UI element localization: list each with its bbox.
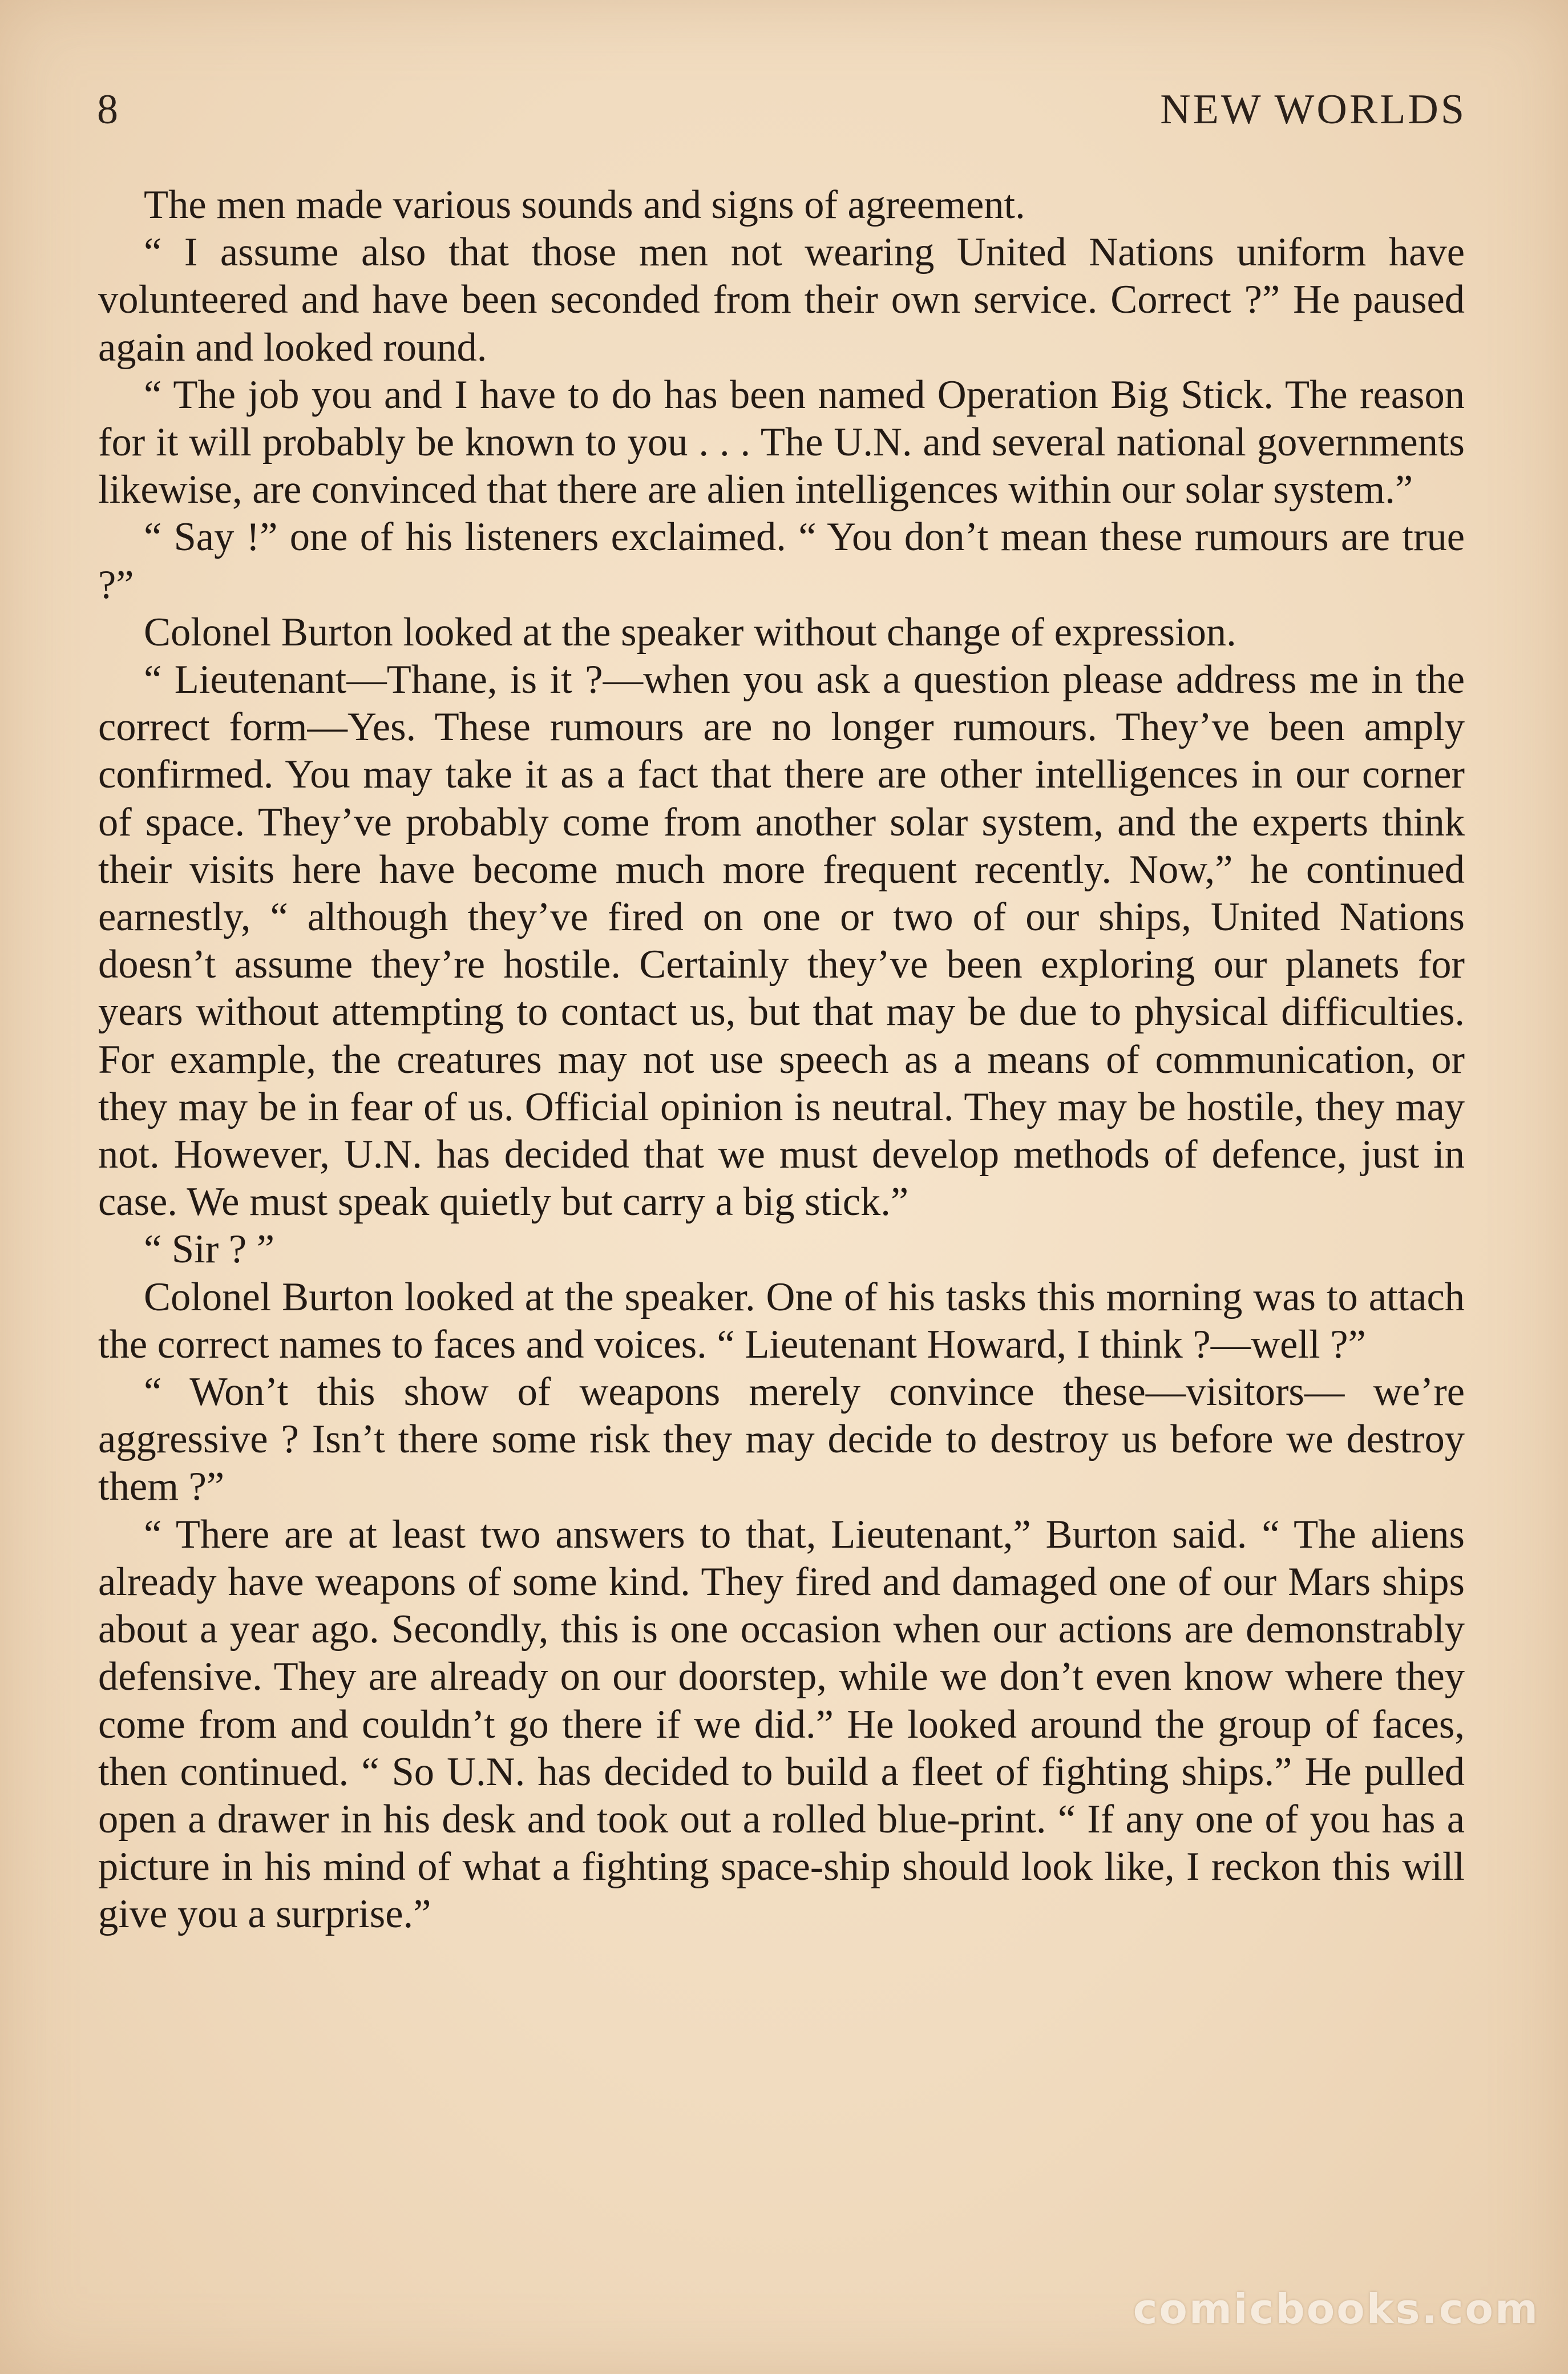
paragraph: The men made various sounds and signs of agreement. <box>144 183 1025 227</box>
paragraph: Colonel Burton looked at the speaker without change of expression. <box>144 609 1236 655</box>
page-number: 8 <box>97 86 120 133</box>
page-header <box>97 86 1466 148</box>
paragraph: Colonel Burton looked at the speaker. One of his tasks this morning was to attach the correct names to faces and voices. “ Lieutenant Howard, I think ?—well ?” <box>98 1274 1465 1367</box>
paragraph: “ The job you and I have to do has been named Operation Big Stick. The reason for it will probably be known to you . . . The U.N. and several national governments likewise, are convinced that there are alien intelligences within our solar system.” <box>98 372 1465 512</box>
paragraph: “ There are at least two answers to that, Lieutenant,” Burton said. “ The aliens already have weapons of some kind. They fired and damaged one of our Mars ships about a year ago. Secondly, this is one occasion when our actions are demonstrably defensive. They are already on our doorstep, while we don’t even know where they come from and couldn’t go there if we did.” He looked around the group of faces, then continued. “ So U.N. has decided to build a fleet of fighting ships.” He pulled open a drawer in his desk and took out a rolled blue-print. “ If any one of you has a picture in his mind of what a fighting space-ship should look like, I reckon this will give you a surprise.” <box>98 1512 1465 1937</box>
paragraph: “ Won’t this show of weapons merely convince these—visitors— we’re aggressive ? Isn’t there some risk they may decide to destroy us before we destroy them ?” <box>98 1370 1465 1509</box>
watermark: comicbooks.com <box>1133 2285 1539 2333</box>
paragraph: “ Sir ? ” <box>144 1227 275 1272</box>
body-text <box>98 181 1465 1939</box>
running-head: NEW WORLDS <box>1160 86 1466 133</box>
paragraph: “ I assume also that those men not wearing United Nations uniform have volunteered and have been seconded from their own service. Correct ?” He paused again and looked round. <box>98 230 1465 370</box>
paragraph: “ Say !” one of his listeners exclaimed. “ You don’t mean these rumours are true ?” <box>98 515 1465 607</box>
paragraph: “ Lieutenant—Thane, is it ?—when you ask a question please address me in the correct form—Yes. These rumours are no longer rumours. They’ve been amply confirmed. You may take it as a fact that there are other intelligences in our corner of space. They’ve probably come from another solar system, and the experts think their visits here have become much more frequent recently. Now,” he continued earnestly, “ although they’ve fired on one or two of our ships, United Nations doesn’t assume they’re hostile. Certainly they’ve been exploring our planets for years without attempting to contact us, but that may be due to physical difficulties. For example, the creatures may not use speech as a means of communication, or they may be in fear of us. Official opinion is neutral. They may be hostile, they may not. However, U.N. has decided that we must develop methods of defence, just in case. We must speak quietly but carry a big stick.” <box>98 657 1465 1225</box>
